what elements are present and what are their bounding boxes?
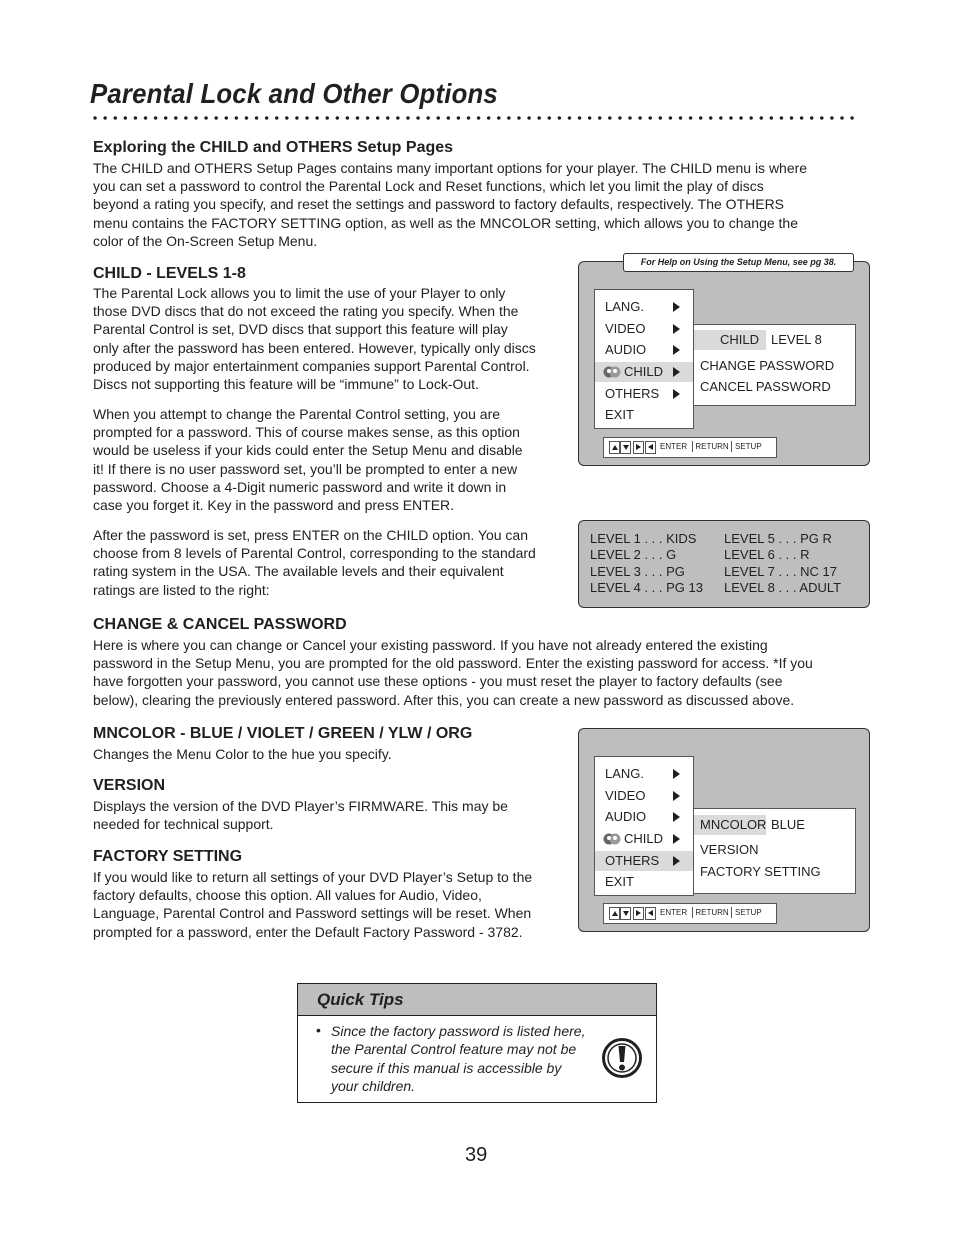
version-option[interactable]: VERSION [700, 842, 759, 857]
menu-item-child[interactable] [595, 362, 693, 382]
mncolor-heading: MNCOLOR - BLUE / VIOLET / GREEN / YLW / ORG [93, 725, 473, 742]
text-line: password. Choose a 4-Digit numeric password and write it down in [93, 478, 507, 495]
mncolor-text [93, 745, 392, 763]
text-line: Parental Control is set, DVD discs that support this feature will play [93, 321, 508, 338]
text-line: have forgotten your password, you cannot use these options - you must reset the player to factory defaults (see [93, 673, 783, 690]
menu-item-label: AUDIO [605, 809, 647, 824]
version-text [93, 797, 508, 833]
menu-item-label: VIDEO [605, 788, 646, 803]
menu-item-label: VIDEO [605, 321, 646, 336]
menu-item-label: LANG. [605, 299, 645, 314]
menu-item-audio[interactable] [595, 807, 693, 827]
change-password-heading: CHANGE & CANCEL PASSWORD [93, 616, 347, 633]
lock-child-icon [603, 365, 621, 379]
text-line: beyond a rating you specify, and reset the settings and password to factory defaults, respectively. The OTHERS [93, 196, 785, 213]
menu-item-label: OTHERS [605, 386, 660, 401]
change-password-text [93, 636, 863, 709]
arrow-right-icon [673, 345, 680, 355]
menu-item-label: EXIT [605, 874, 634, 889]
help-note: For Help on Using the Setup Menu, see pg 38. [623, 253, 854, 272]
arrow-right-icon [673, 324, 680, 334]
level-entry: LEVEL 3 . . . PG [590, 564, 685, 579]
nav-key-bar [603, 903, 777, 924]
mncolor-value[interactable]: BLUE [771, 817, 805, 832]
cancel-password-option[interactable]: CANCEL PASSWORD [700, 379, 831, 394]
up-key-icon [609, 907, 620, 920]
menu-item-audio[interactable] [595, 340, 693, 360]
arrow-right-icon [673, 812, 680, 822]
text-line: case you forget it. Key in the password and press ENTER. [93, 497, 455, 514]
child-setup-panel [578, 261, 870, 466]
page-number: 39 [465, 1144, 488, 1166]
return-key-label: RETURN [692, 441, 732, 452]
arrow-right-icon [673, 389, 680, 399]
dotted-divider [90, 114, 860, 122]
text-line: choose from 8 levels of Parental Control, corresponding to the standard [93, 545, 536, 562]
mncolor-option[interactable] [694, 815, 766, 835]
enter-key-label: ENTER [660, 908, 688, 917]
quick-tips-box [297, 983, 657, 1103]
text-line: The CHILD and OTHERS Setup Pages contains many important options for your player. The CHILD menu is where [93, 160, 808, 176]
child-submenu [693, 324, 856, 406]
level-entry: LEVEL 8 . . . ADULT [724, 580, 842, 595]
child-levels-para3 [93, 526, 568, 599]
left-key-icon [645, 907, 656, 920]
text-line: needed for technical support. [93, 816, 274, 833]
text-line: If you would like to return all settings of your DVD Player’s Setup to the [93, 869, 533, 885]
child-levels-para1 [93, 284, 568, 393]
menu-item-label: AUDIO [605, 342, 647, 357]
menu-item-exit[interactable] [595, 872, 693, 892]
text-line: factory defaults, choose this option. All values for Audio, Video, [93, 887, 482, 904]
menu-item-label: OTHERS [605, 853, 660, 868]
arrow-right-icon [673, 367, 680, 377]
level-entry: LEVEL 6 . . . R [724, 547, 810, 562]
up-key-icon [609, 441, 620, 454]
others-setup-panel [578, 728, 870, 932]
setup-key-label: SETUP [735, 442, 762, 451]
arrow-right-icon [673, 856, 680, 866]
text-line: Changes the Menu Color to the hue you specify. [93, 746, 392, 762]
text-line: After the password is set, press ENTER on the CHILD option. You can [93, 527, 528, 543]
text-line: Displays the version of the DVD Player’s FIRMWARE. This may be [93, 798, 508, 814]
text-line: password in the Setup Menu, you are prompted for the old password. Enter the existing password for access. *If you [93, 655, 813, 672]
child-levels-para2 [93, 405, 568, 514]
down-key-icon [620, 907, 631, 920]
menu-item-child[interactable] [595, 829, 693, 849]
mncolor-label: MNCOLOR [700, 817, 767, 832]
exploring-text [93, 159, 863, 250]
change-password-option[interactable]: CHANGE PASSWORD [700, 358, 835, 373]
menu-item-label: EXIT [605, 407, 634, 422]
setup-key-label: SETUP [735, 908, 762, 917]
level-entry: LEVEL 4 . . . PG 13 [590, 580, 703, 595]
child-label: CHILD [720, 332, 760, 347]
menu-item-label: CHILD [624, 831, 664, 846]
down-key-icon [620, 441, 631, 454]
nav-key-bar [603, 437, 777, 458]
arrow-right-icon [673, 834, 680, 844]
text-line: it! If there is no user password set, you’ll be prompted to enter a new [93, 460, 518, 477]
text-line: would be useless if your kids could enter the Setup Menu and disable [93, 442, 523, 459]
text-line: the Parental Control feature may not be [331, 1041, 577, 1058]
enter-key-label: ENTER [660, 442, 688, 451]
text-line: menu contains the FACTORY SETTING option, as well as the MNCOLOR setting, which allows you to change the [93, 214, 798, 231]
text-line: only after the password has been entered. However, typically only discs [93, 339, 536, 356]
arrow-right-icon [673, 302, 680, 312]
text-line: rating system in the USA. The available levels and their equivalent [93, 563, 504, 580]
quick-tips-header [298, 984, 656, 1016]
level-entry: LEVEL 7 . . . NC 17 [724, 564, 837, 579]
setup-menu-list [594, 289, 694, 429]
text-line: your children. [331, 1077, 416, 1094]
factory-setting-option[interactable]: FACTORY SETTING [700, 864, 821, 879]
text-line: prompted for a password, enter the Default Factory Password - 3782. [93, 923, 523, 940]
text-line: produced by major entertainment companies support Parental Control. [93, 357, 530, 374]
text-line: color of the On-Screen Setup Menu. [93, 232, 318, 249]
text-line: ratings are listed to the right: [93, 581, 270, 598]
text-line: Discs not supporting this feature will be “immune” to Lock-Out. [93, 376, 479, 393]
text-line: you can set a password to control the Parental Lock and Reset functions, which let you limit the play of discs [93, 178, 764, 195]
text-line: The Parental Lock allows you to limit the use of your Player to only [93, 285, 506, 301]
text-line: prompted for a password. This of course makes sense, as this option [93, 424, 520, 441]
exploring-heading: Exploring the CHILD and OTHERS Setup Pages [93, 139, 454, 156]
level-entry: LEVEL 1 . . . KIDS [590, 531, 697, 546]
text-line: Language, Parental Control and Password settings will be reset. When [93, 905, 532, 922]
exclamation-icon [601, 1037, 643, 1079]
menu-item-others[interactable] [595, 851, 693, 871]
text-line: those DVD discs that do not exceed the rating you specify. When the [93, 303, 519, 320]
levels-table [578, 520, 870, 608]
right-key-icon [633, 907, 644, 920]
right-key-icon [633, 441, 644, 454]
text-line: Since the factory password is listed here, [331, 1023, 586, 1039]
factory-text [93, 868, 532, 941]
text-line: secure if this manual is accessible by [331, 1059, 562, 1076]
menu-item-label: LANG. [605, 766, 645, 781]
others-submenu [693, 808, 856, 894]
return-key-label: RETURN [692, 907, 732, 918]
menu-item-lang[interactable] [595, 764, 693, 784]
arrow-right-icon [673, 769, 680, 779]
text-line: When you attempt to change the Parental Control setting, you are [93, 406, 501, 422]
child-submenu-label[interactable] [694, 330, 766, 350]
left-key-icon [645, 441, 656, 454]
version-heading: VERSION [93, 777, 166, 794]
factory-heading: FACTORY SETTING [93, 848, 243, 865]
level-entry: LEVEL 5 . . . PG R [724, 531, 832, 546]
menu-item-lang[interactable] [595, 297, 693, 317]
lock-child-icon [603, 832, 621, 846]
menu-item-video[interactable] [595, 319, 693, 339]
setup-menu-list [594, 756, 694, 896]
arrow-right-icon [673, 791, 680, 801]
text-line: Here is where you can change or Cancel your existing password. If you have not already entered the existing [93, 637, 768, 653]
menu-item-video[interactable] [595, 786, 693, 806]
level-entry: LEVEL 2 . . . G [590, 547, 677, 562]
quick-tips-text [331, 1022, 603, 1095]
quick-tips-title: Quick Tips [317, 990, 404, 1009]
menu-item-others[interactable] [595, 384, 693, 404]
menu-item-label: CHILD [624, 364, 664, 379]
page-title: Parental Lock and Other Options [90, 78, 498, 109]
child-levels-heading: CHILD - LEVELS 1-8 [93, 265, 246, 282]
level-value[interactable]: LEVEL 8 [771, 332, 822, 347]
menu-item-exit[interactable] [595, 405, 693, 425]
bullet: • [316, 1022, 321, 1038]
text-line: below), clearing the previously entered password. After this, you can create a new password as discussed above. [93, 691, 795, 708]
